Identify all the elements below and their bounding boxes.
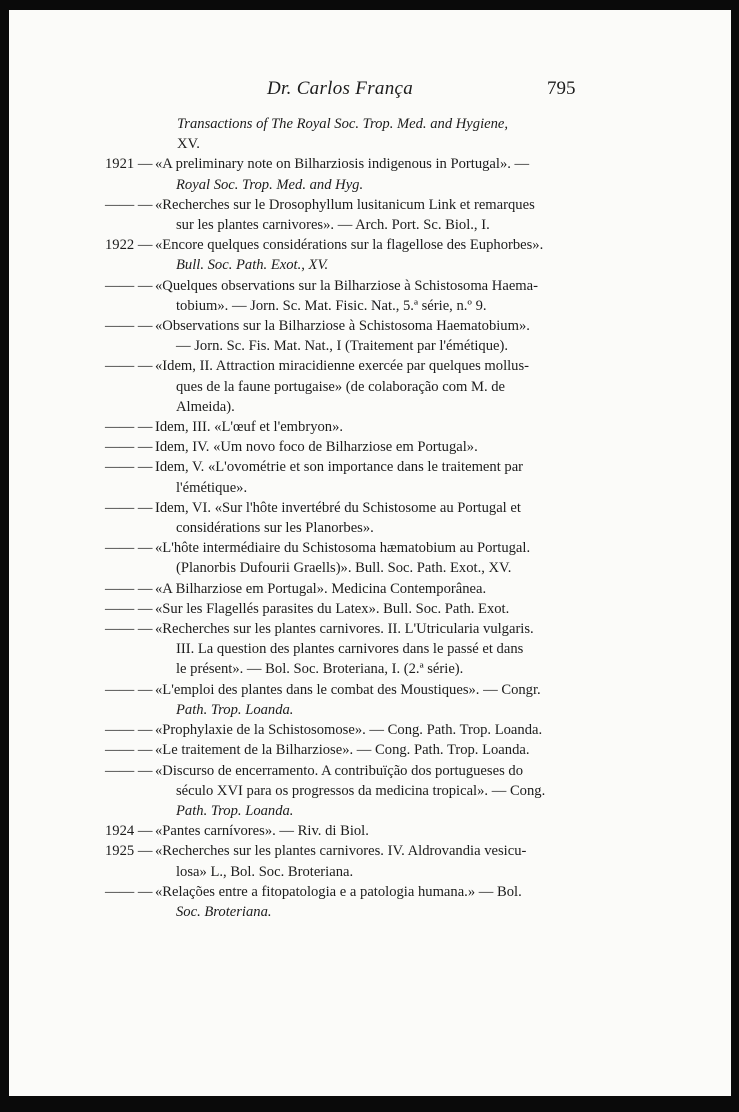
entry-year-mark: —— — — [105, 540, 153, 557]
bibliography-entry — [9, 599, 579, 619]
entry-line: III. La question des plantes carnivores dans le passé et dans — [176, 641, 524, 658]
entry-year-mark: —— — — [105, 499, 153, 516]
bibliography-entry — [9, 114, 579, 154]
bibliography-entry — [9, 882, 579, 922]
entry-year-mark: 1922 — — [105, 237, 153, 254]
entry-line: «A Bilharziose em Portugal». Medicina Contemporânea. — [155, 580, 487, 597]
running-head: Dr. Carlos França — [267, 78, 414, 99]
entry-year-mark: —— — — [105, 883, 153, 900]
entry-line: «Prophylaxie de la Schistosomose». — Cong. Path. Trop. Loanda. — [155, 722, 543, 739]
bibliography-entry — [9, 579, 579, 599]
entry-line: Almeida). — [176, 398, 235, 415]
entry-year-mark: —— — — [105, 419, 153, 436]
bibliography-entry — [9, 498, 579, 538]
entry-line: Transactions of The Royal Soc. Trop. Med. and Hygiene, — [177, 116, 509, 132]
entry-line: Royal Soc. Trop. Med. and Hyg. — [176, 176, 364, 193]
entry-line: «Recherches sur le Drosophyllum lusitanicum Link et remarques — [155, 196, 535, 213]
entry-year-mark: —— — — [105, 681, 153, 698]
entry-line: «Idem, II. Attraction miracidienne exercée par quelques mollus- — [155, 358, 530, 375]
bibliography-entry — [9, 740, 579, 760]
bibliography-entry — [9, 720, 579, 740]
entry-line: tobium». — Jorn. Sc. Mat. Fisic. Nat., 5.ª série, n.º 9. — [176, 297, 487, 314]
book-page — [9, 10, 731, 1096]
entry-year-mark: —— — — [105, 600, 153, 617]
bibliography-list — [9, 114, 731, 922]
bibliography-entry — [9, 276, 579, 316]
entry-line: «Sur les Flagellés parasites du Latex». Bull. Soc. Path. Exot. — [155, 600, 510, 617]
bibliography-entry — [9, 195, 579, 235]
entry-line: Idem, VI. «Sur l'hôte invertébré du Schistosome au Portugal et — [155, 499, 521, 516]
entry-year-mark: —— — — [105, 722, 153, 739]
entry-line: século XVI para os progressos da medicina tropical». — Cong. — [176, 782, 546, 799]
entry-line: «L'hôte intermédiaire du Schistosoma hæmatobium au Portugal. — [155, 540, 531, 557]
entry-line: «Observations sur la Bilharziose à Schistosoma Haematobium». — [155, 318, 530, 335]
entry-year-mark: 1925 — — [105, 843, 153, 860]
bibliography-entry — [9, 417, 579, 437]
entry-year-mark: —— — — [105, 459, 153, 476]
entry-year-mark: —— — — [105, 742, 153, 759]
entry-year-mark: —— — — [105, 318, 153, 335]
entry-line: considérations sur les Planorbes». — [176, 520, 374, 537]
entry-line: le présent». — Bol. Soc. Broteriana, I. (2.ª série). — [176, 661, 464, 678]
entry-line: Idem, IV. «Um novo foco de Bilharziose em Portugal». — [155, 439, 478, 456]
bibliography-entry — [9, 457, 579, 497]
entry-line: «Discurso de encerramento. A contribuïção dos portugueses do — [155, 762, 523, 779]
entry-year-mark: —— — — [105, 621, 153, 638]
entry-line: Idem, V. «L'ovométrie et son importance dans le traitement par — [155, 459, 524, 476]
entry-line: ques de la faune portugaise» (de colaboração com M. de — [176, 378, 506, 395]
bibliography-entry — [9, 154, 579, 194]
entry-year-mark: —— — — [105, 277, 153, 294]
entry-line: (Planorbis Dufourii Graells)». Bull. Soc. Path. Exot., XV. — [176, 560, 512, 577]
bibliography-entry — [9, 538, 579, 578]
entry-line: — Jorn. Sc. Fis. Mat. Nat., I (Traitement par l'émétique). — [176, 338, 509, 355]
entry-line: «Le traitement de la Bilharziose». — Cong. Path. Trop. Loanda. — [155, 742, 530, 759]
bibliography-entry — [9, 356, 579, 417]
bibliography-entry — [9, 316, 579, 356]
entry-year-mark: —— — — [105, 762, 153, 779]
entry-line: l'émétique». — [176, 479, 248, 496]
entry-year-mark: 1924 — — [105, 823, 153, 840]
bibliography-entry — [9, 841, 579, 881]
entry-line: «L'emploi des plantes dans le combat des Moustiques». — Congr. — [155, 681, 541, 698]
entry-line: «Pantes carnívores». — Riv. di Biol. — [155, 823, 369, 840]
entry-line: Path. Trop. Loanda. — [176, 802, 294, 819]
entry-line: XV. — [177, 136, 200, 153]
entry-line: Bull. Soc. Path. Exot., XV. — [176, 257, 329, 274]
entry-line: «Relações entre a fitopatologia e a patologia humana.» — Bol. — [155, 883, 522, 900]
entry-year-mark: —— — — [105, 439, 153, 456]
entry-year-mark: —— — — [105, 358, 153, 375]
entry-line: losa» L., Bol. Soc. Broteriana. — [176, 863, 354, 880]
entry-line: Path. Trop. Loanda. — [176, 701, 294, 718]
bibliography-entry — [9, 821, 579, 841]
bibliography-entry — [9, 761, 579, 822]
entry-year-mark: 1921 — — [105, 156, 153, 173]
entry-line: Idem, III. «L'œuf et l'embryon». — [155, 419, 344, 436]
entry-year-mark: —— — — [105, 196, 153, 213]
bibliography-entry — [9, 235, 579, 275]
entry-line: Soc. Broteriana. — [176, 903, 272, 920]
entry-line: «Encore quelques considérations sur la flagellose des Euphorbes». — [155, 237, 544, 254]
page-header — [9, 74, 731, 104]
bibliography-entry — [9, 680, 579, 720]
bibliography-entry — [9, 619, 579, 680]
page-number: 795 — [547, 78, 576, 99]
bibliography-entry — [9, 437, 579, 457]
entry-line: «Recherches sur les plantes carnivores. II. L'Utricularia vulgaris. — [155, 621, 534, 638]
entry-line: sur les plantes carnivores». — Arch. Port. Sc. Biol., I. — [176, 217, 490, 234]
entry-year-mark: —— — — [105, 580, 153, 597]
entry-line: «Recherches sur les plantes carnivores. IV. Aldrovandia vesicu- — [155, 843, 527, 860]
entry-line: «Quelques observations sur la Bilharziose à Schistosoma Haema- — [155, 277, 538, 294]
entry-line: «A preliminary note on Bilharziosis indigenous in Portugal». — — [155, 156, 530, 173]
